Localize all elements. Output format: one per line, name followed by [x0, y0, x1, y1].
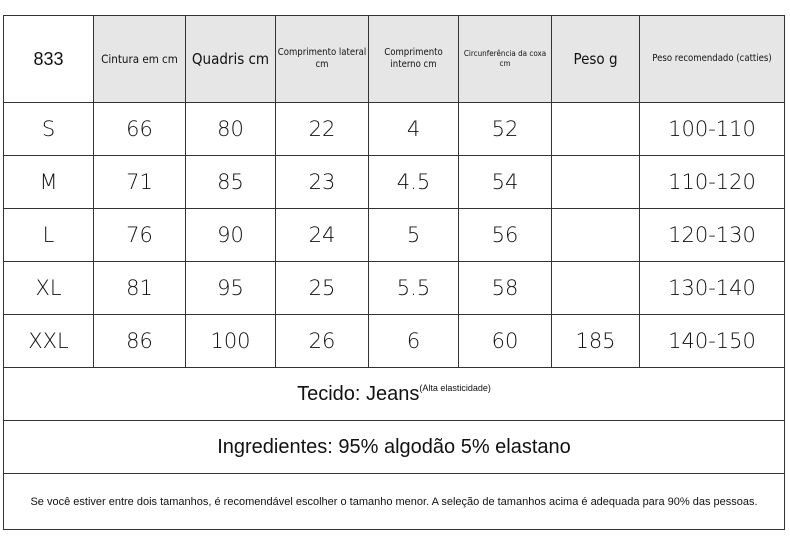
fabric-row	[4, 368, 785, 421]
recommended-weight-cell: 130-140	[640, 262, 785, 315]
table-row	[4, 156, 785, 209]
header-hips: Quadris cm	[186, 16, 276, 103]
table-row	[4, 315, 785, 368]
thigh-cell: 54	[459, 156, 552, 209]
recommended-weight-cell: 120-130	[640, 209, 785, 262]
size-cell: XXL	[4, 315, 94, 368]
waist-cell: 66	[94, 103, 186, 156]
fabric-cell	[4, 368, 785, 421]
footnote-row	[4, 474, 785, 530]
model-number: 833	[4, 16, 94, 103]
header-thigh: Circunferência da coxa cm	[459, 16, 552, 103]
header-recommended-weight: Peso recomendado (catties)	[640, 16, 785, 103]
side-length-cell: 25	[276, 262, 369, 315]
thigh-cell: 52	[459, 103, 552, 156]
hips-cell: 85	[186, 156, 276, 209]
waist-cell: 81	[94, 262, 186, 315]
table-row	[4, 262, 785, 315]
waist-cell: 71	[94, 156, 186, 209]
waist-cell: 76	[94, 209, 186, 262]
header-weight: Peso g	[552, 16, 640, 103]
inseam-cell: 5	[369, 209, 459, 262]
recommended-weight-cell: 110-120	[640, 156, 785, 209]
header-waist: Cintura em cm	[94, 16, 186, 103]
size-cell: XL	[4, 262, 94, 315]
ingredients-cell: Ingredientes: 95% algodão 5% elastano	[4, 421, 785, 474]
weight-cell	[552, 262, 640, 315]
hips-cell: 90	[186, 209, 276, 262]
size-cell: S	[4, 103, 94, 156]
weight-cell: 185	[552, 315, 640, 368]
inseam-cell: 4	[369, 103, 459, 156]
weight-cell	[552, 209, 640, 262]
hips-cell: 80	[186, 103, 276, 156]
hips-cell: 100	[186, 315, 276, 368]
thigh-cell: 58	[459, 262, 552, 315]
table-row	[4, 209, 785, 262]
inseam-cell: 6	[369, 315, 459, 368]
inseam-cell: 4.5	[369, 156, 459, 209]
weight-cell	[552, 103, 640, 156]
thigh-cell: 60	[459, 315, 552, 368]
recommended-weight-cell: 100-110	[640, 103, 785, 156]
size-cell: M	[4, 156, 94, 209]
recommended-weight-cell: 140-150	[640, 315, 785, 368]
fabric-label: Tecido: Jeans	[297, 382, 420, 405]
header-side-length: Comprimento lateral cm	[276, 16, 369, 103]
thigh-cell: 56	[459, 209, 552, 262]
ingredients-row	[4, 421, 785, 474]
side-length-cell: 24	[276, 209, 369, 262]
fabric-elasticity-note: (Alta elasticidade)	[419, 382, 491, 393]
size-table	[3, 15, 785, 530]
size-chart	[3, 15, 784, 540]
waist-cell: 86	[94, 315, 186, 368]
side-length-cell: 23	[276, 156, 369, 209]
table-row	[4, 103, 785, 156]
hips-cell: 95	[186, 262, 276, 315]
weight-cell	[552, 156, 640, 209]
header-inseam: Comprimento interno cm	[369, 16, 459, 103]
size-cell: L	[4, 209, 94, 262]
inseam-cell: 5.5	[369, 262, 459, 315]
header-row	[4, 16, 785, 103]
side-length-cell: 22	[276, 103, 369, 156]
side-length-cell: 26	[276, 315, 369, 368]
footnote-cell: Se você estiver entre dois tamanhos, é recomendável escolher o tamanho menor. A seleção de tamanhos acima é adequada para 90% das pessoas.	[4, 474, 785, 530]
